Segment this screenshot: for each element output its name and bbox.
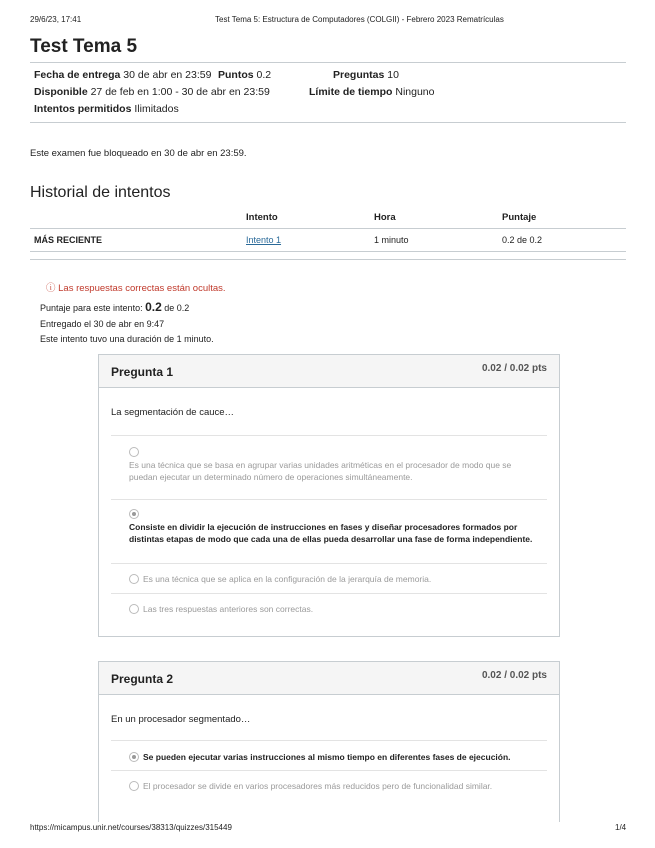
history-divider (30, 259, 626, 260)
question-text: En un procesador segmentado… (111, 714, 251, 725)
option-radio[interactable] (129, 447, 139, 457)
time-limit-label: Límite de tiempo (309, 86, 393, 98)
due-label: Fecha de entrega (34, 69, 121, 81)
submitted-info: Entregado el 30 de abr en 9:47 (40, 319, 165, 329)
title-divider (30, 62, 626, 63)
table-header-empty (30, 209, 246, 229)
question-title: Pregunta 2 (111, 672, 174, 686)
table-header-time: Hora (374, 209, 502, 229)
history-title: Historial de intentos (30, 184, 171, 201)
time-limit-value: Ninguno (395, 86, 435, 98)
hidden-answers-notice: ⓘ Las respuestas correctas están ocultas. (46, 283, 226, 294)
question-header (99, 662, 559, 695)
row-score: 0.2 de 0.2 (502, 229, 626, 252)
attempts-meta (34, 103, 179, 115)
available-value: 27 de feb en 1:00 - 30 de abr en 23:59 (90, 86, 270, 98)
questions-value: 10 (387, 69, 399, 81)
questions-label: Preguntas (333, 69, 385, 81)
row-label: MÁS RECIENTE (30, 229, 246, 252)
meta-divider (30, 122, 626, 123)
points-value: 0.2 (256, 69, 272, 81)
print-datetime: 29/6/23, 17:41 (30, 15, 82, 24)
option-text: Es una técnica que se aplica en la configuración de la jerarquía de memoria. (143, 574, 432, 584)
table-header-score: Puntaje (502, 209, 626, 229)
option-text: Es una técnica que se basa en agrupar varias unidades aritméticas en el procesador de modo que se puedan ejecutar un determinado número de operaciones simultáneamente. (129, 460, 512, 482)
page-title: Test Tema 5 (30, 36, 138, 57)
option-divider (111, 593, 547, 594)
points-meta (218, 69, 271, 81)
available-label: Disponible (34, 86, 88, 98)
print-url: https://micampus.unir.net/courses/38313/quizzes/315449 (30, 823, 232, 832)
question-title: Pregunta 1 (111, 365, 174, 379)
time-limit-meta (309, 86, 434, 98)
question-points: 0.02 / 0.02 pts (481, 363, 547, 374)
option-text: El procesador se divide en varios procesadores más reducidos pero de funcionalidad similar. (143, 781, 493, 791)
option-divider (111, 740, 547, 741)
score-suffix: de 0.2 (161, 303, 190, 313)
option-radio-selected[interactable] (129, 752, 139, 762)
due-value: 30 de abr en 23:59 (123, 69, 212, 81)
option-radio[interactable] (129, 781, 139, 791)
attempts-table (30, 209, 626, 252)
option-radio[interactable] (129, 574, 139, 584)
attempt-score (40, 300, 189, 314)
attempts-label: Intentos permitidos (34, 103, 132, 115)
question-header (99, 355, 559, 388)
questions-meta (333, 69, 399, 81)
option-text-selected: Consiste en dividir la ejecución de instrucciones en fases y diseñar procesadores formados por distintas etapas de modo que cada una de ellas pueda desarrollar una fase de forma independiente. (129, 522, 533, 544)
duration-info: Este intento tuvo una duración de 1 minuto. (40, 334, 214, 344)
option-divider (111, 499, 547, 500)
score-prefix: Puntaje para este intento: (40, 303, 146, 313)
attempts-value: Ilimitados (134, 103, 179, 115)
quiz-meta-row-1 (34, 69, 211, 81)
points-label: Puntos (218, 69, 254, 81)
question-text: La segmentación de cauce… (111, 407, 235, 418)
option-radio-selected[interactable] (129, 509, 139, 519)
table-row (30, 229, 626, 252)
score-value: 0.2 (145, 300, 162, 314)
option-text: Las tres respuestas anteriores son correctas. (143, 604, 314, 614)
lock-notice: Este examen fue bloqueado en 30 de abr en 23:59. (30, 148, 247, 159)
table-header-attempt: Intento (246, 209, 374, 229)
question-card-2 (98, 661, 560, 822)
option-radio[interactable] (129, 604, 139, 614)
attempt-link[interactable]: Intento 1 (246, 235, 282, 245)
option-divider (111, 563, 547, 564)
question-card-1 (98, 354, 560, 637)
print-doc-title: Test Tema 5: Estructura de Computadores (COLGII) - Febrero 2023 Rematrículas (215, 15, 504, 24)
option-divider (111, 435, 547, 436)
option-divider (111, 770, 547, 771)
print-page-number: 1/4 (615, 823, 627, 832)
row-time: 1 minuto (374, 229, 502, 252)
option-text-selected: Se pueden ejecutar varias instrucciones al mismo tiempo en diferentes fases de ejecución. (143, 752, 511, 762)
available-meta (34, 86, 270, 98)
question-points: 0.02 / 0.02 pts (481, 670, 547, 681)
